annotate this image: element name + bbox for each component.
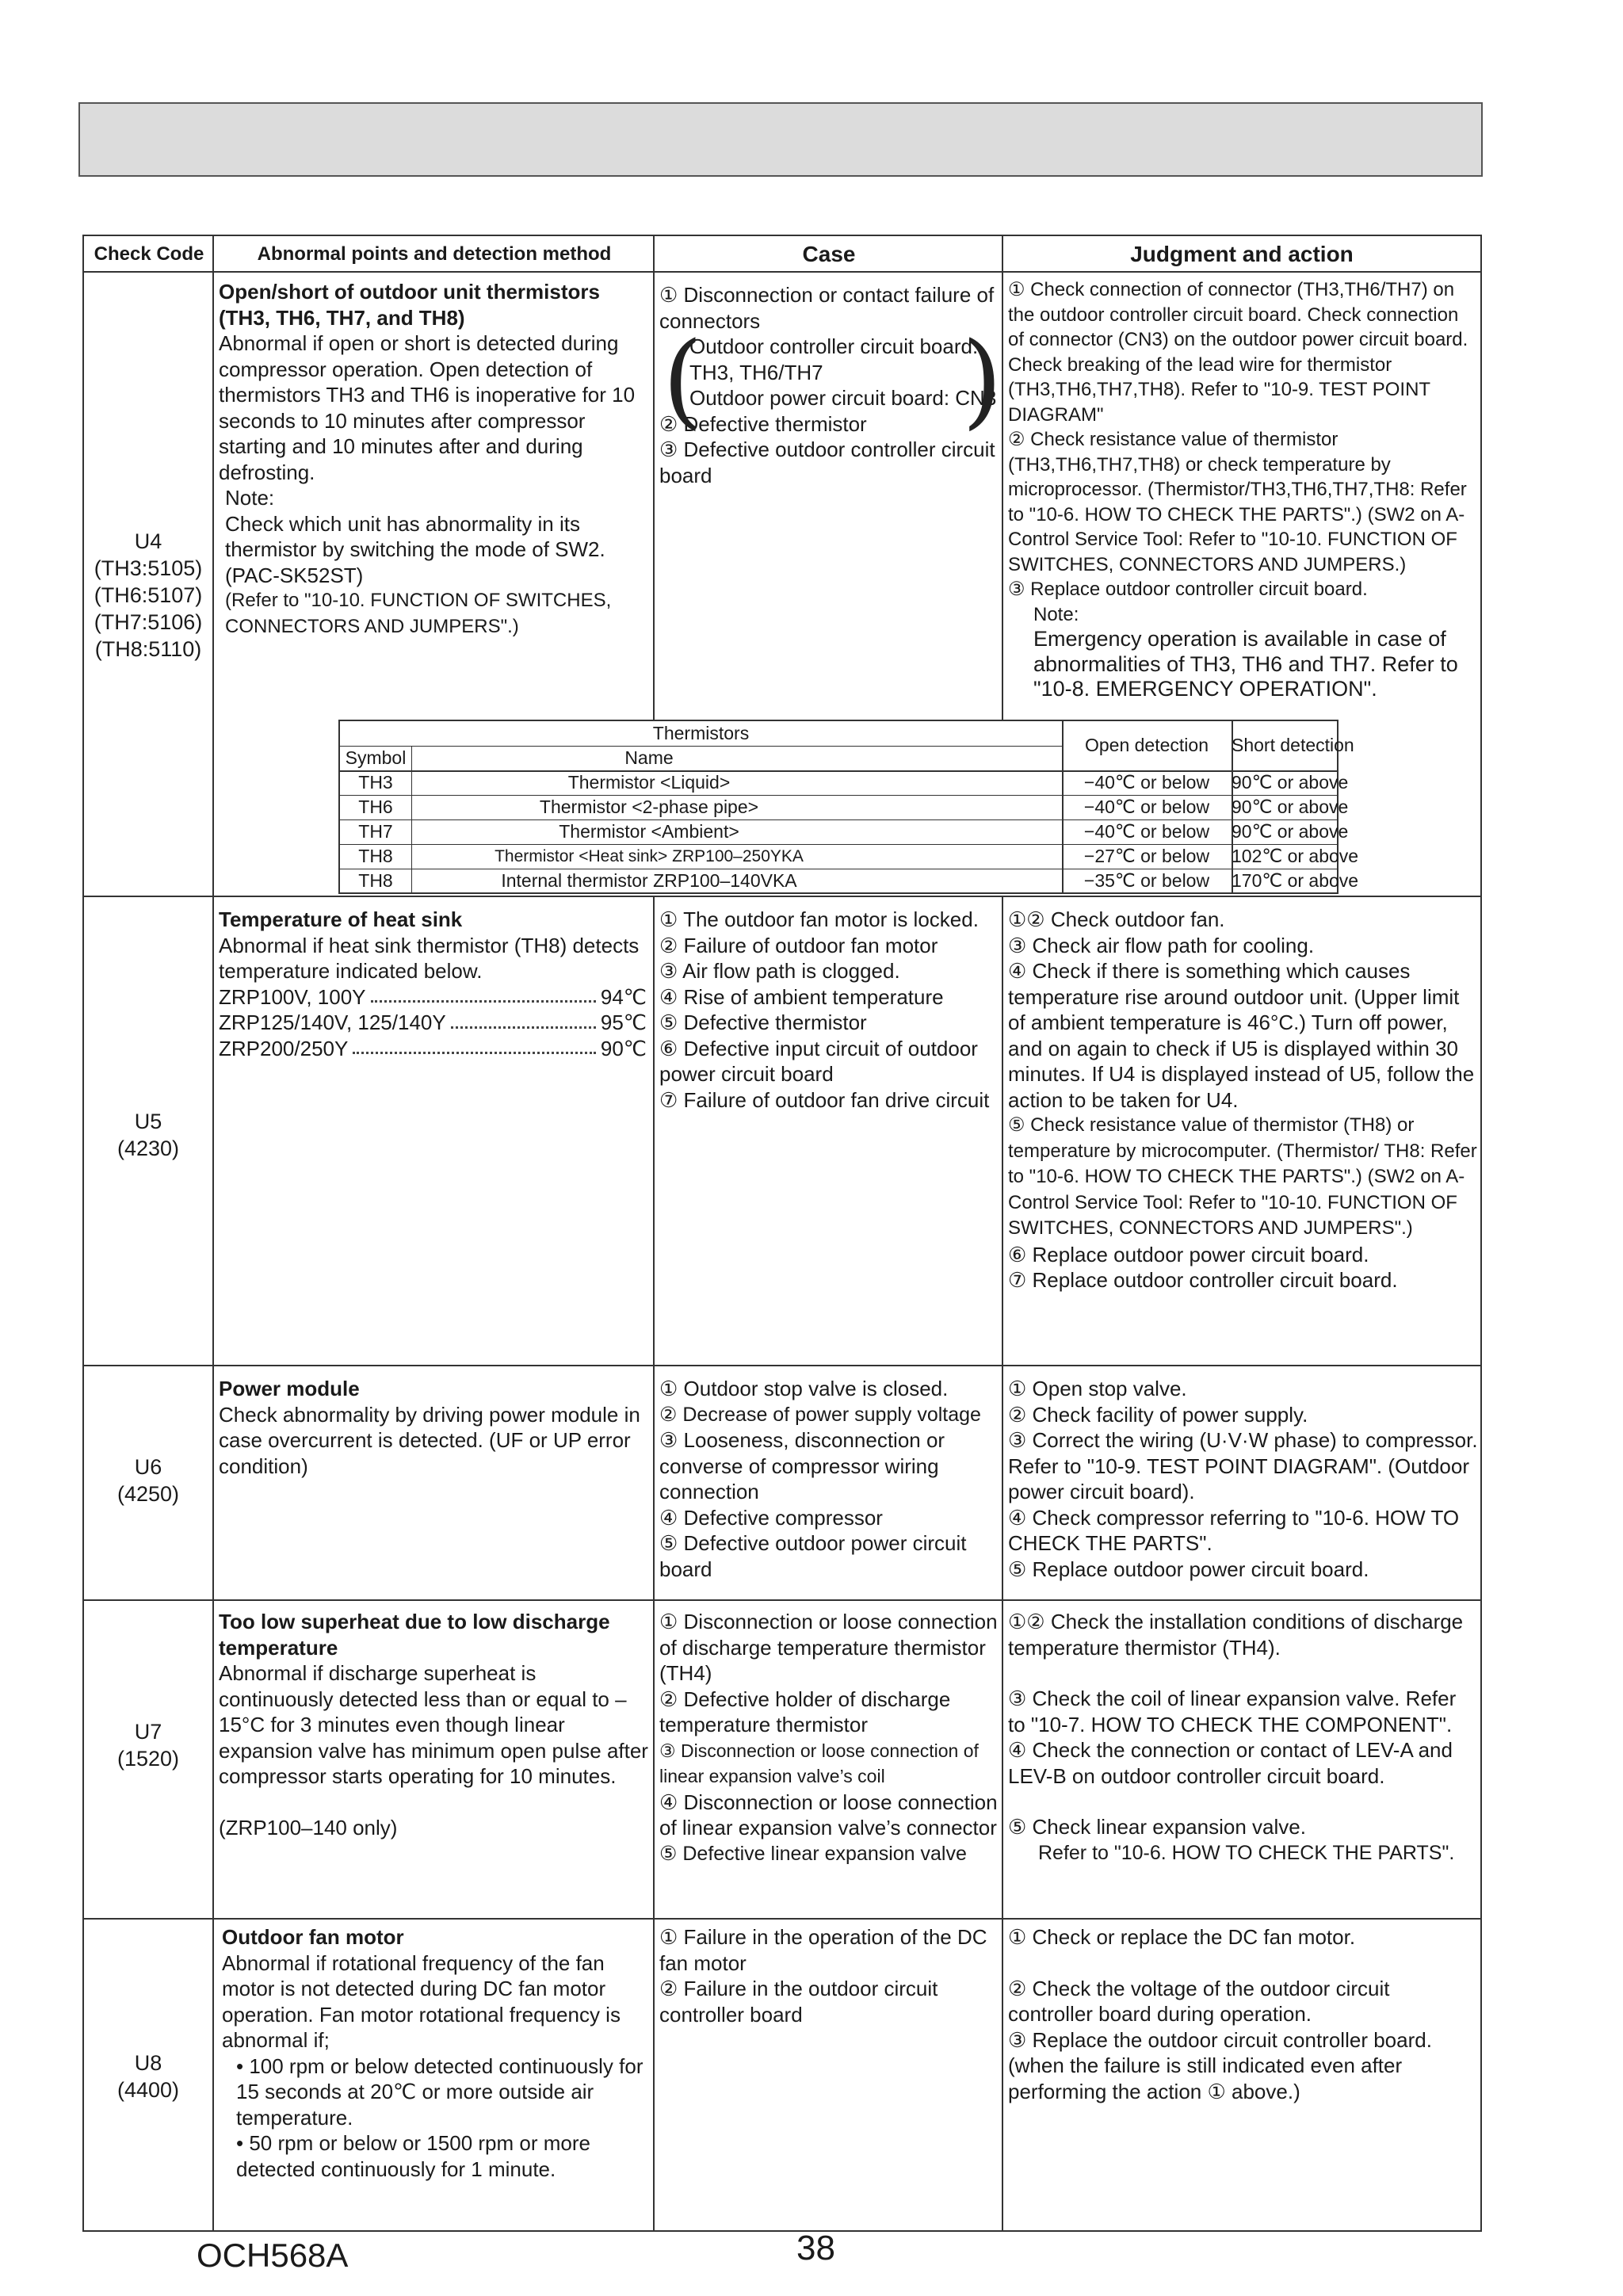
row-divider bbox=[84, 896, 1480, 897]
col-divider bbox=[653, 236, 655, 721]
thermistor-table bbox=[338, 720, 1359, 894]
u7-abnormal-title: Too low superheat due to low discharge temperature bbox=[219, 1610, 610, 1660]
col-divider bbox=[653, 896, 655, 2230]
u4-check-code: U4 (TH3:5105) (TH6:5107) (TH7:5106) (TH8:5110) bbox=[94, 529, 203, 661]
col-divider bbox=[212, 236, 214, 2230]
page-number: 38 bbox=[796, 2229, 835, 2267]
u4-case: ① Disconnection or contact failure of connectors Outdoor controller circuit board: TH3, TH6/TH7 Outdoor power circuit board: CN3 ② Defective thermistor ③ Defective outdoor controller circuit board bbox=[659, 283, 997, 487]
u8-case: ① Failure in the operation of the DC fan motor ② Failure in the outdoor circuit controller board bbox=[659, 1925, 987, 2027]
u4-abnormal-title: Open/short of outdoor unit thermistors (TH3, TH6, TH7, and TH8) bbox=[219, 280, 600, 330]
u7-check-code: U7 (1520) bbox=[116, 1720, 180, 1771]
u4-abnormal-body: Abnormal if open or short is detected during compressor operation. Open detection of thermistors TH3 and TH6 is inoperative for 10 seconds to 10 minutes after compressor starting and 10 minutes after and during defrosting. bbox=[219, 331, 636, 484]
th-header-group: Thermistors bbox=[652, 723, 750, 743]
row-divider bbox=[84, 1365, 1480, 1366]
th-row: TH8 Thermistor <Heat sink> ZRP100–250YKA −27℃ or below 102℃ or above bbox=[358, 846, 1359, 866]
header-check-code: Check Code bbox=[84, 236, 214, 273]
u6-judgment: ① Open stop valve. ② Check facility of power supply. ③ Correct the wiring (U·V·W phase) to compressor. Refer to "10-9. TEST POINT DIAGRAM". (Outdoor power circuit board). ④ Check compressor referring to "10-6. HOW TO CHECK THE PARTS". ⑤ Replace outdoor power circuit board. bbox=[1008, 1377, 1478, 1581]
u6-check-code: U6 (4250) bbox=[116, 1455, 180, 1506]
u6-abnormal-title: Power module bbox=[219, 1377, 360, 1400]
u5-case: ① The outdoor fan motor is locked. ② Failure of outdoor fan motor ③ Air flow path is clogged. ④ Rise of ambient temperature ⑤ Defective thermistor ⑥ Defective input circuit of outdoor power circuit board ⑦ Failure of outdoor fan drive circuit bbox=[659, 907, 990, 1112]
u6-abnormal: Power module Check abnormality by driving power module in case overcurrent is detected. (UF or UP error condition) bbox=[219, 1376, 647, 1479]
header-judgment: Judgment and action bbox=[1003, 236, 1480, 273]
col-divider bbox=[1002, 236, 1003, 721]
th-header-symbol: Symbol bbox=[345, 747, 407, 768]
u5-abnormal-title: Temperature of heat sink bbox=[219, 907, 463, 931]
row-divider bbox=[84, 1599, 1480, 1601]
th-header-open: Open detection bbox=[1084, 735, 1209, 755]
th-row: TH6 Thermistor <2-phase pipe> −40℃ or below 90℃ or above bbox=[358, 797, 1349, 817]
u4-judgment: ① Check connection of connector (TH3,TH6/TH7) on the outdoor controller circuit board. Check connection of connector (CN3) on the outdoor power circuit board. Check breaking of the lead wire for thermistor (TH3,TH6,TH7,TH8). Refer to "10-9. TEST POINT DIAGRAM" ② Check resistance value of thermistor (TH3,TH6,TH7,TH8) or check temperature by microprocessor. (Thermistor/TH3,TH6,TH7,TH8: Refer to "10-6. HOW TO CHECK THE PARTS".) (SW2 on A-Control Service Tool: Refer to "10-10. FUNCTION OF SWITCHES, CONNECTORS AND JUMPERS.) ③ Replace outdoor controller circuit board. Note: Emergency operation is available in case of abnormalities of TH3, TH6 and TH7. Refer to "10-8. EMERGENCY OPERATION". bbox=[1008, 279, 1468, 701]
th-header-name: Name bbox=[624, 747, 674, 768]
u4-abnormal bbox=[219, 279, 651, 640]
u8-abnormal-title: Outdoor fan motor bbox=[222, 1925, 404, 1949]
header-abnormal: Abnormal points and detection method bbox=[214, 236, 655, 273]
u8-judgment: ① Check or replace the DC fan motor. ② Check the voltage of the outdoor circuit controller board during operation. ③ Replace the outdoor circuit controller board. (when the failure is still indicated even after performing the action ① above.) bbox=[1008, 1925, 1432, 2103]
u4-note-label: Note: bbox=[225, 486, 275, 510]
u5-abnormal: Temperature of heat sink Abnormal if heat sink thermistor (TH8) detects temperature indicated below. ZRP100V, 100Y 94℃ ZRP125/140V, 125/140Y 95℃ ZRP200/250Y 90℃ bbox=[219, 907, 647, 1060]
th-row: TH7 Thermistor <Ambient> −40℃ or below 90℃ or above bbox=[358, 821, 1349, 842]
case-bracket-right: ) bbox=[962, 319, 1002, 440]
case-bracket-left: ( bbox=[663, 319, 703, 440]
u6-case: ① Outdoor stop valve is closed. ② Decrease of power supply voltage ③ Looseness, disconnection or converse of compressor wiring connection ④ Defective compressor ⑤ Defective outdoor power circuit board bbox=[659, 1377, 981, 1581]
u5-temp-row: ZRP200/250Y 90℃ bbox=[219, 1036, 647, 1060]
th-row: TH8 Internal thermistor ZRP100–140VKA −35℃ or below 170℃ or above bbox=[358, 870, 1359, 891]
u7-abnormal: Too low superheat due to low discharge temperature Abnormal if discharge superheat is continuously detected less than or equal to –15°C for 3 minutes even though linear expansion valve has minimum open pulse after compressor starts operating for 10 minutes. (ZRP100–140 only) bbox=[219, 1609, 651, 1840]
th-row: TH3 Thermistor <Liquid> −40℃ or below 90℃ or above bbox=[358, 772, 1349, 793]
u5-judgment: ①② Check outdoor fan. ③ Check air flow path for cooling. ④ Check if there is something which causes temperature rise around outdoor unit. (Upper limit of ambient temperature is 46°C.) Turn off power, and on again to check if U5 is displayed within 30 minutes. If U4 is displayed instead of U5, follow the action to be taken for U4. ⑤ Check resistance value of thermistor (TH8) or temperature by microcomputer. (Thermistor/ TH8: Refer to "10-6. HOW TO CHECK THE PARTS".) (SW2 on A-Control Service Tool: Refer to "10-10. FUNCTION OF SWITCHES, CONNECTORS AND JUMPERS".) ⑥ Replace outdoor power circuit board. ⑦ Replace outdoor controller circuit board. bbox=[1008, 907, 1477, 1292]
u5-temp-row: ZRP100V, 100Y 94℃ bbox=[219, 984, 647, 1009]
model-number: OCH568A bbox=[197, 2237, 349, 2274]
check-code-table bbox=[82, 235, 1482, 2232]
u7-judgment: ①② Check the installation conditions of discharge temperature thermistor (TH4). ③ Check the coil of linear expansion valve. Refer to "10-7. HOW TO CHECK THE COMPONENT". ④ Check the connection or contact of LEV-A and LEV-B on outdoor controller circuit board. ⑤ Check linear expansion valve. Refer to "10-6. HOW TO CHECK THE PARTS". bbox=[1008, 1610, 1464, 1864]
col-divider bbox=[1002, 896, 1003, 2230]
u7-case: ① Disconnection or loose connection of discharge temperature thermistor (TH4) ② Defective holder of discharge temperature thermistor ③ Disconnection or loose connection of linear expansion valve’s coil ④ Disconnection or loose connection of linear expansion valve’s connector ⑤ Defective linear expansion valve bbox=[659, 1610, 998, 1865]
u8-check-code: U8 (4400) bbox=[116, 2051, 180, 2102]
u5-check-code: U5 (4230) bbox=[116, 1110, 180, 1160]
u4-note: Check which unit has abnormality in its thermistor by switching the mode of SW2. (PAC-SK52ST) bbox=[225, 511, 605, 587]
u8-abnormal: Outdoor fan motor Abnormal if rotational frequency of the fan motor is not detected during DC fan motor operation. Fan motor rotational frequency is abnormal if; • 100 rpm or below detected continuously for 15 seconds at 20℃ or more outside air temperature. • 50 rpm or below or 1500 rpm or more detected continuously for 1 minute. bbox=[222, 1924, 650, 2182]
u5-temp-row: ZRP125/140V, 125/140Y 95℃ bbox=[219, 1010, 647, 1034]
header-band bbox=[78, 102, 1483, 177]
u4-ref: (Refer to "10-10. FUNCTION OF SWITCHES, CONNECTORS AND JUMPERS".) bbox=[225, 590, 612, 637]
th-header-short: Short detection bbox=[1232, 735, 1354, 755]
row-divider bbox=[84, 1918, 1480, 1920]
header-case: Case bbox=[655, 236, 1003, 273]
